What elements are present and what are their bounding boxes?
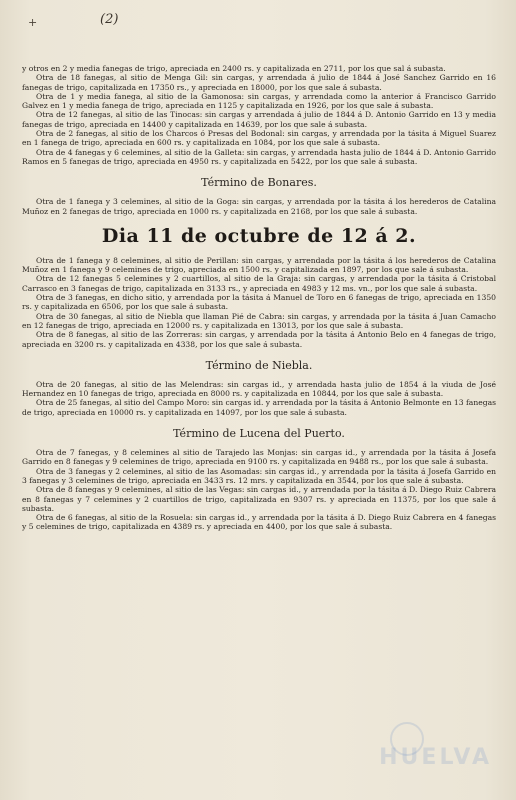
- paragraph-group-lucena: [22, 448, 496, 532]
- paragraph: Otra de 12 fanegas 5 celemines y 2 cuartillos, al sitio de la Graja: sin cargas, y arrendada por la tásita á Cristobal Carrasco en 3 fanegas de trigo, capitalizada en 3133 rs., y apreciada en 4983 y 12 ms. vn., por los que sale á subasta.: [22, 274, 496, 293]
- paragraph: Otra de 3 fanegas y 2 celemines, al sitio de las Asomadas: sin cargas id., y arrendada por la tásita á Josefa Garrido en 3 fanegas y 3 celemines de trigo, apreciada en 3433 rs. 12 mrs. y capitalizada en 3544, por los que sale á subasta.: [22, 466, 496, 485]
- paragraph: Otra de 7 fanegas, y 8 celemines al sitio de Tarajedo las Monjas: sin cargas id., y arrendada por la tásita á Josefa Garrido en 8 fanegas y 9 celemines de trigo, apreciada en 9100 rs. y capitalizada en 9488 rs., por los que sale á subasta.: [22, 448, 496, 467]
- section-heading-lucena: Término de Lucena del Puerto.: [173, 427, 345, 441]
- day-heading: Dia 11 de octubre de 12 á 2.: [101, 224, 417, 247]
- paragraph: Otra de 8 fanegas, al sitio de las Zorreras: sin cargas, y arrendada por la tásita á Antonio Belo en 4 fanegas de trigo, apreciada en 3200 rs. y capitalizada en 4338, por los que sale á subasta.: [22, 330, 496, 349]
- watermark: HUELVA: [379, 745, 492, 770]
- paragraph: Otra de 1 fanega y 8 celemines, al sitio de Perillan: sin cargas, y arrendada por la tásita á los herederos de Catalina Muñoz en 1 fanega y 9 celemines de trigo, apreciada en 1500 rs. y capitalizada en 1897, por los que sale á subasta.: [22, 255, 496, 275]
- page-folio: (2): [100, 12, 119, 27]
- section-heading-niebla: Término de Niebla.: [205, 358, 313, 372]
- paragraph: Otra de 12 fanegas, al sitio de las Tinocas: sin cargas y arrendada á julio de 1844 á D. Antonio Garrido en 13 y media fanegas de trigo, apreciada en 14400 y capitalizada en 14639, por los que sale á subasta.: [22, 110, 496, 129]
- paragraph: Otra de 1 fanega y 3 celemines, al sitio de la Goga: sin cargas, y arrendada por la tásita á los herederos de Catalina Muñoz en 2 fanegas de trigo, apreciada en 1000 rs. y capitalizada en 2168, por los que sale á subasta.: [22, 197, 496, 216]
- paragraph: Otra de 30 fanegas, al sitio de Niebla que llaman Pié de Cabra: sin cargas, y arrendada por la tásita á Juan Camacho en 12 fanegas de trigo, apreciada en 12000 rs. y capitalizada en 13013, por los que sale á subasta.: [22, 311, 496, 330]
- paragraph: Otra de 1 y media fanega, al sitio de la Gamonosa: sin cargas, y arrendada como la anterior á Francisco Garrido Galvez en 1 y media fanega de trigo, apreciada en 1125 y capitalizada en 1926, por los que sale á subasta.: [22, 91, 496, 111]
- paragraph-group-top: [22, 64, 496, 166]
- paragraph: Otra de 4 fanegas y 6 celemines, al sitio de la Galleta: sin cargas, y arrendada hasta julio de 1844 á D. Antonio Garrido Ramos en 5 fanegas de trigo, apreciada en 4950 rs. y capitalizada en 5422, por los que sale á subasta.: [22, 147, 496, 166]
- paragraph-group-niebla: [22, 380, 496, 417]
- paragraph: Otra de 20 fanegas, al sitio de las Melendras: sin cargas id., y arrendada hasta julio de 1854 á la viuda de José Hernandez en 10 fanegas de trigo, apreciada en 8000 rs. y capitalizada en 10844, por los que sale á subasta.: [22, 379, 496, 399]
- paragraph-group-day: [22, 256, 496, 349]
- document-body: [22, 64, 496, 532]
- paragraph: Otra de 8 fanegas y 9 celemines, al sitio de las Vegas: sin cargas id., y arrendada por la tásita á D. Diego Ruiz Cabrera en 8 fanegas y 7 celemines y 2 cuartillos de trigo, capitalizada en 9307 rs. y apreciada en 11375, por los que sale á subasta.: [22, 485, 496, 513]
- paragraph-group-bonares: [22, 197, 496, 216]
- paragraph: Otra de 2 fanegas, al sitio de los Charcos ó Presas del Bodonal: sin cargas, y arrendada por la tásita á Miguel Suarez en 1 fanega de trigo, apreciada en 600 rs. y capitalizada en 1084, por los que sale á subasta.: [22, 129, 496, 148]
- paragraph: Otra de 18 fanegas, al sitio de Menga Gil: sin cargas, y arrendada á julio de 1844 á José Sanchez Garrido en 16 fanegas de trigo, capitalizada en 17350 rs., y apreciada en 18000, por los que sale á subasta.: [22, 73, 496, 92]
- corner-mark: +: [28, 16, 38, 29]
- paragraph: Otra de 3 fanegas, en dicho sitio, y arrendada por la tásita á Manuel de Toro en 6 fanegas de trigo, apreciada en 1350 rs. y capitalizada en 6506, por los que sale á subasta.: [22, 293, 496, 312]
- section-heading-bonares: Término de Bonares.: [201, 176, 317, 190]
- paragraph: Otra de 6 fanegas, al sitio de la Rosuela: sin cargas id., y arrendada por la tásita á D. Diego Ruiz Cabrera en 4 fanegas y 5 celemines de trigo, capitalizada en 4389 rs. y apreciada en 4400, por los que sale á subasta.: [22, 513, 496, 532]
- paragraph: y otros en 2 y media fanegas de trigo, apreciada en 2400 rs. y capitalizada en 2711, por los que sal á subasta.: [22, 64, 446, 73]
- paragraph: Otra de 25 fanegas, al sitio del Campo Moro: sin cargas id. y arrendada por la tásita á Antonio Belmonte en 13 fanegas de trigo, apreciada en 10000 rs. y capitalizada en 14097, por los que sale á subasta.: [22, 398, 496, 417]
